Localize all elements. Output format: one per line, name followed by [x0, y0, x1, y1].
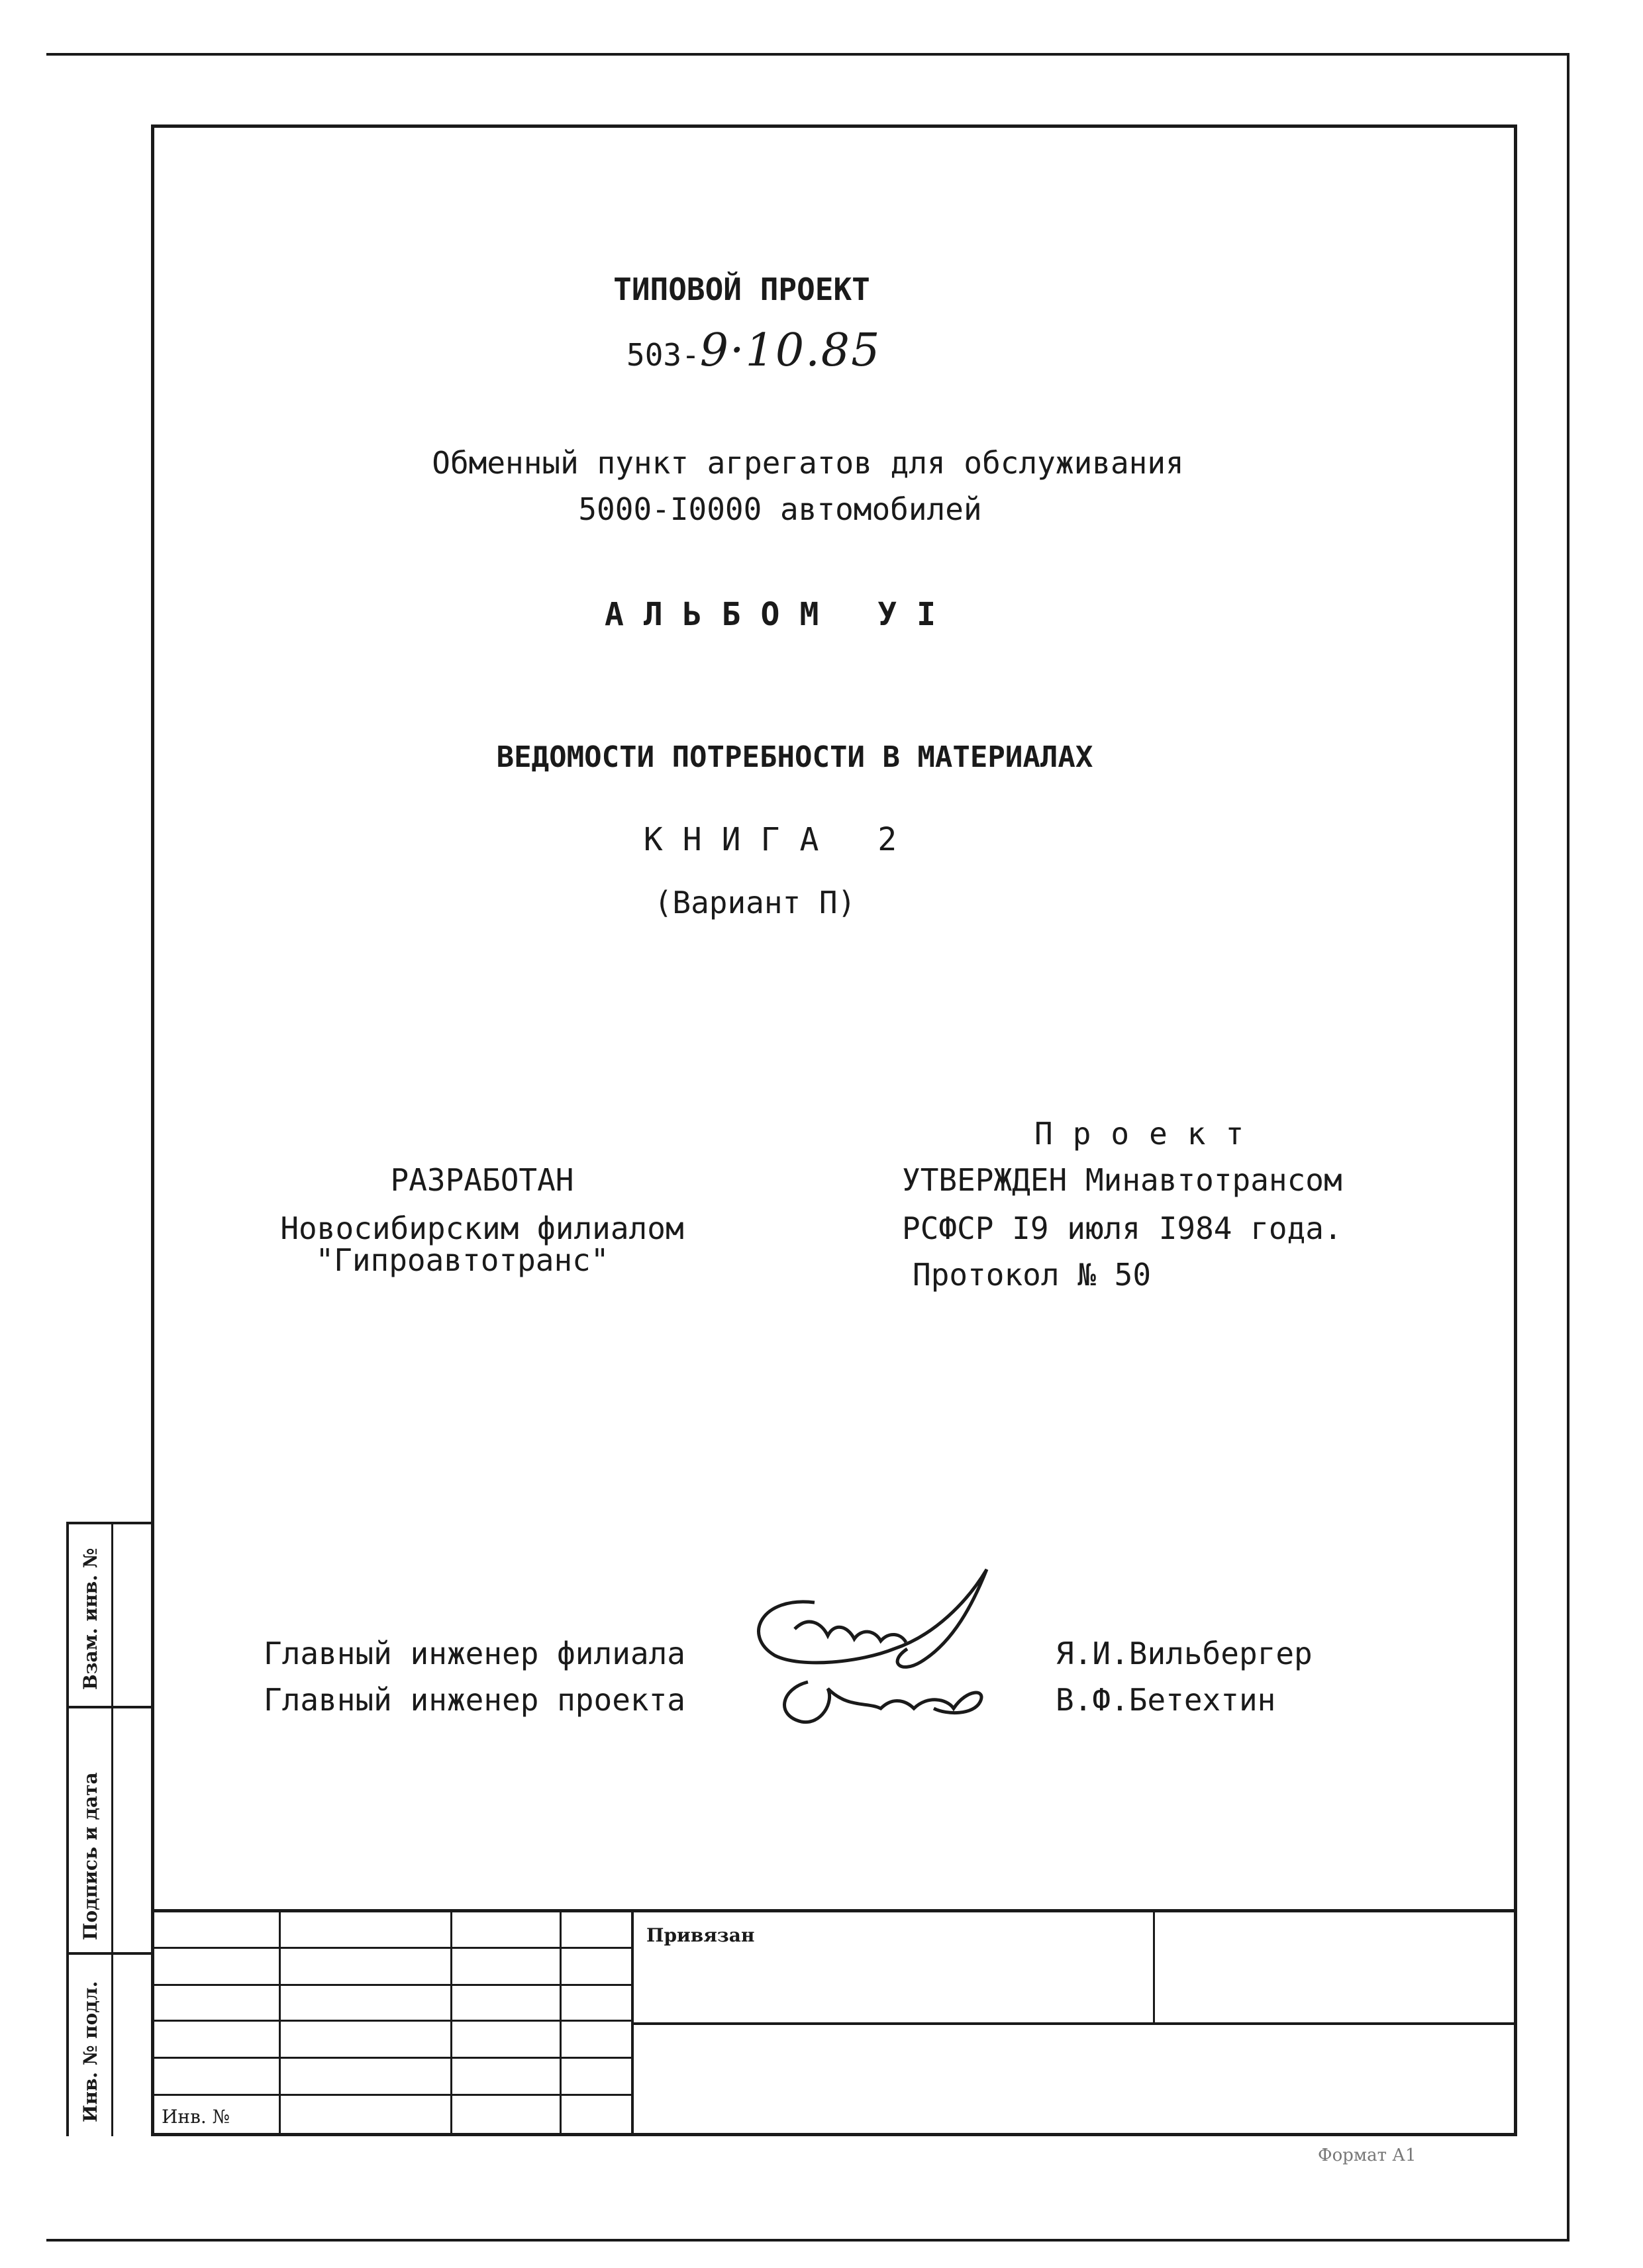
handwritten-signature-2	[768, 1662, 993, 1735]
sheet-format: Формат А1	[1318, 2145, 1417, 2165]
project-type-title: ТИПОВОЙ ПРОЕКТ	[613, 271, 870, 307]
album-label: АЛЬБОМ УI	[604, 596, 956, 633]
tb-hline-2	[151, 1984, 632, 1986]
developed-line-1: Новосибирским филиалом	[280, 1210, 684, 1246]
book-label: КНИГА 2	[643, 821, 917, 858]
project-number-handwritten: 9·10.85	[699, 324, 881, 377]
tb-hline-5	[151, 2094, 632, 2096]
margin-stamp-sep1	[69, 1706, 151, 1708]
tb-hline-3	[151, 2020, 632, 2022]
tb-vline-5	[1153, 1912, 1155, 2022]
drawing-frame	[151, 124, 1517, 2136]
margin-field-signature-date: Подпись и дата	[79, 1772, 101, 1940]
tb-vline-1	[279, 1912, 281, 2136]
approval-line-3: Протокол № 50	[913, 1257, 1152, 1293]
signature-name-2: В.Ф.Бетехтин	[1056, 1682, 1276, 1718]
developed-label: РАЗРАБОТАН	[390, 1162, 574, 1198]
subject-line-1: Обменный пункт агрегатов для обслуживания	[432, 445, 1184, 481]
signature-role-2: Главный инженер проекта	[264, 1682, 685, 1718]
signature-role-1: Главный инженер филиала	[264, 1636, 685, 1671]
margin-stamp-sep2	[69, 1952, 151, 1955]
section-title: ВЕДОМОСТИ ПОТРЕБНОСТИ В МАТЕРИАЛАХ	[496, 740, 1093, 774]
tb-vline-3	[560, 1912, 562, 2136]
margin-field-original-inv: Инв. № подл.	[79, 1981, 101, 2122]
sheet-bottom-line	[46, 2239, 1569, 2242]
tb-hline-6	[632, 2022, 1514, 2025]
signature-name-1: Я.И.Вильбергер	[1056, 1636, 1313, 1671]
margin-stamp-divider	[111, 1524, 113, 2136]
approval-line-1: УТВЕРЖДЕН Минавтотрансом	[902, 1162, 1342, 1198]
tb-hline-1	[151, 1947, 632, 1949]
margin-field-replacement-inv: Взам. инв. №	[79, 1548, 101, 1690]
developed-line-2: "Гипроавтотранс"	[315, 1242, 609, 1278]
sheet-top-line	[46, 53, 1569, 56]
title-block	[151, 1909, 1517, 2136]
sheet-right-line	[1567, 53, 1569, 2242]
project-number	[626, 324, 881, 377]
title-block-inv-label: Инв. №	[162, 2106, 230, 2128]
title-block-bound-label: Привязан	[646, 1924, 755, 1946]
tb-vline-2	[450, 1912, 452, 2136]
subject-line-2: 5000-I0000 автомобилей	[578, 491, 982, 527]
approval-project: Проект	[1034, 1116, 1264, 1152]
approval-line-2: РСФСР I9 июля I984 года.	[902, 1210, 1342, 1246]
tb-hline-4	[151, 2057, 632, 2059]
project-number-prefix: 503-	[626, 337, 700, 373]
book-variant: (Вариант П)	[654, 885, 856, 920]
